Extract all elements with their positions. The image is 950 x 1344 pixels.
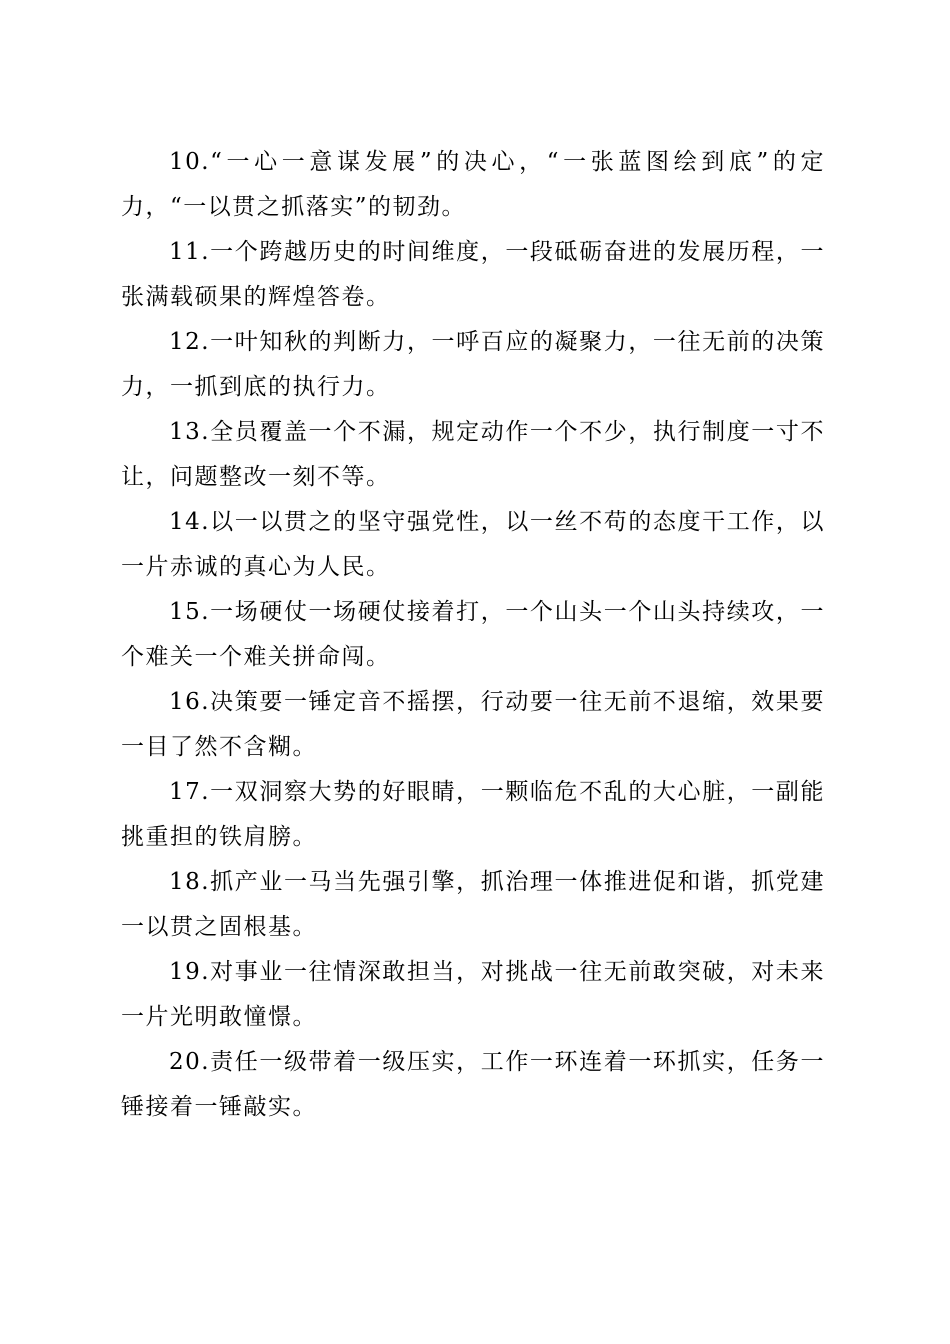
paragraph-10: 10.“一心一意谋发展”的决心，“一张蓝图绘到底”的定力，“一以贯之抓落实”的韧劲。: [121, 149, 825, 220]
paragraph-18: 18.抓产业一马当先强引擎，抓治理一体推进促和谐，抓党建一以贯之固根基。: [121, 869, 825, 940]
paragraph-16: 16.决策要一锤定音不摇摆，行动要一往无前不退缩，效果要一目了然不含糊。: [121, 689, 825, 760]
document-body: [121, 140, 825, 1130]
paragraph-17: 17.一双洞察大势的好眼睛，一颗临危不乱的大心脏，一副能挑重担的铁肩膀。: [121, 779, 825, 850]
paragraph-20: 20.责任一级带着一级压实，工作一环连着一环抓实，任务一锤接着一锤敲实。: [121, 1049, 825, 1120]
paragraph-11: 11.一个跨越历史的时间维度，一段砥砺奋进的发展历程，一张满载硕果的辉煌答卷。: [121, 239, 825, 310]
paragraph-14: 14.以一以贯之的坚守强党性，以一丝不苟的态度干工作，以一片赤诚的真心为人民。: [121, 509, 825, 580]
paragraph-15: 15.一场硬仗一场硬仗接着打，一个山头一个山头持续攻，一个难关一个难关拼命闯。: [121, 599, 825, 670]
paragraph-13: 13.全员覆盖一个不漏，规定动作一个不少，执行制度一寸不让，问题整改一刻不等。: [121, 419, 825, 490]
paragraph-19: 19.对事业一往情深敢担当，对挑战一往无前敢突破，对未来一片光明敢憧憬。: [121, 959, 825, 1030]
paragraph-12: 12.一叶知秋的判断力，一呼百应的凝聚力，一往无前的决策力，一抓到底的执行力。: [121, 329, 825, 400]
